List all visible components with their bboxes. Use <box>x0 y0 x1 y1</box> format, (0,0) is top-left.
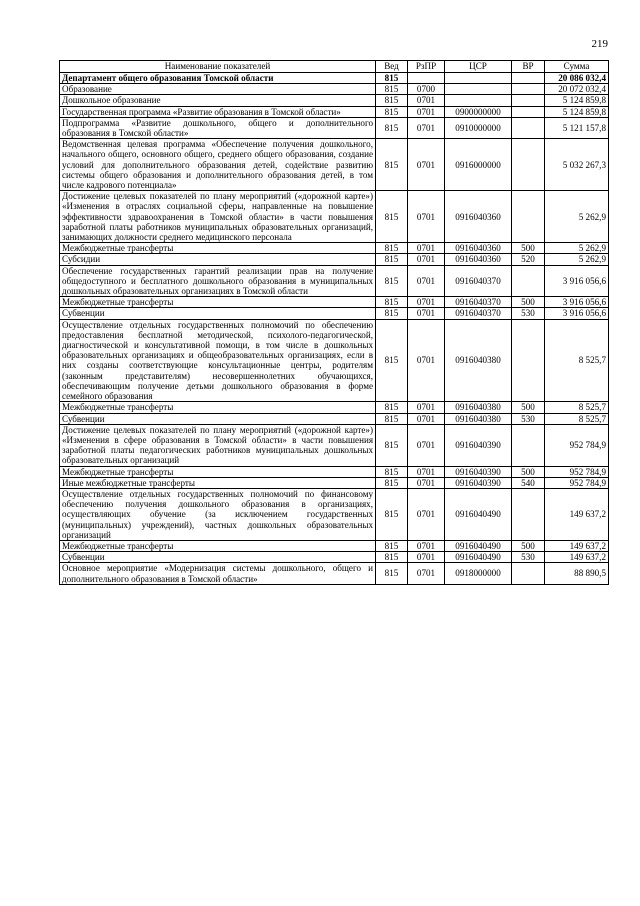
table-row <box>60 139 609 191</box>
cell-csr: 0916040380 <box>445 319 512 402</box>
table-row <box>60 265 609 297</box>
table-row <box>60 540 609 551</box>
table-body <box>60 73 609 585</box>
cell-sum: 149 637,2 <box>545 552 609 563</box>
cell-ved: 815 <box>376 413 408 424</box>
cell-vr: 540 <box>512 477 545 488</box>
cell-ved: 815 <box>376 424 408 466</box>
cell-name: Субсидии <box>60 254 376 265</box>
cell-ved: 815 <box>376 117 408 138</box>
cell-vr <box>512 319 545 402</box>
cell-csr: 0900000000 <box>445 106 512 117</box>
cell-name: Межбюджетные трансферты <box>60 466 376 477</box>
table-row <box>60 424 609 466</box>
cell-csr: 0910000000 <box>445 117 512 138</box>
table-row <box>60 308 609 319</box>
cell-vr: 500 <box>512 297 545 308</box>
cell-sum: 3 916 056,6 <box>545 308 609 319</box>
cell-rzpr: 0701 <box>408 488 445 540</box>
cell-ved: 815 <box>376 191 408 243</box>
cell-csr: 0916040360 <box>445 191 512 243</box>
cell-rzpr: 0701 <box>408 254 445 265</box>
cell-vr <box>512 73 545 84</box>
cell-ved: 815 <box>376 265 408 297</box>
cell-sum: 5 124 859,8 <box>545 95 609 106</box>
cell-ved: 815 <box>376 402 408 413</box>
cell-ved: 815 <box>376 84 408 95</box>
cell-csr: 0916040370 <box>445 265 512 297</box>
cell-rzpr: 0701 <box>408 117 445 138</box>
cell-sum: 20 086 032,4 <box>545 73 609 84</box>
cell-ved: 815 <box>376 552 408 563</box>
budget-table <box>59 60 609 585</box>
cell-name: Межбюджетные трансферты <box>60 540 376 551</box>
table-row <box>60 488 609 540</box>
cell-rzpr: 0701 <box>408 402 445 413</box>
cell-vr <box>512 106 545 117</box>
cell-sum: 20 072 032,4 <box>545 84 609 95</box>
cell-rzpr: 0701 <box>408 297 445 308</box>
table-row <box>60 106 609 117</box>
cell-sum: 5 121 157,8 <box>545 117 609 138</box>
cell-sum: 952 784,9 <box>545 424 609 466</box>
cell-csr: 0916000000 <box>445 139 512 191</box>
cell-name: Межбюджетные трансферты <box>60 243 376 254</box>
cell-sum: 952 784,9 <box>545 466 609 477</box>
table-row <box>60 413 609 424</box>
cell-csr: 0916040360 <box>445 254 512 265</box>
cell-ved: 815 <box>376 73 408 84</box>
cell-ved: 815 <box>376 488 408 540</box>
cell-csr: 0918000000 <box>445 563 512 584</box>
cell-name: Образование <box>60 84 376 95</box>
cell-csr: 0916040390 <box>445 477 512 488</box>
cell-rzpr: 0701 <box>408 265 445 297</box>
header-sum: Сумма <box>545 61 609 73</box>
cell-sum: 5 032 267,3 <box>545 139 609 191</box>
cell-vr <box>512 84 545 95</box>
cell-csr <box>445 95 512 106</box>
cell-sum: 8 525,7 <box>545 402 609 413</box>
cell-ved: 815 <box>376 297 408 308</box>
cell-ved: 815 <box>376 477 408 488</box>
cell-vr <box>512 95 545 106</box>
cell-vr: 500 <box>512 466 545 477</box>
cell-ved: 815 <box>376 139 408 191</box>
table-row <box>60 73 609 84</box>
cell-rzpr: 0701 <box>408 552 445 563</box>
cell-sum: 5 262,9 <box>545 243 609 254</box>
cell-rzpr: 0701 <box>408 308 445 319</box>
cell-rzpr: 0701 <box>408 243 445 254</box>
cell-vr: 530 <box>512 552 545 563</box>
page-number: 219 <box>591 38 608 50</box>
table-row <box>60 243 609 254</box>
cell-vr <box>512 563 545 584</box>
cell-rzpr: 0701 <box>408 139 445 191</box>
cell-sum: 88 890,5 <box>545 563 609 584</box>
cell-name: Основное мероприятие «Модернизация системы дошкольного, общего и дополнительного образования в Томской области» <box>60 563 376 584</box>
cell-sum: 149 637,2 <box>545 488 609 540</box>
cell-vr <box>512 424 545 466</box>
cell-name: Дошкольное образование <box>60 95 376 106</box>
cell-csr: 0916040370 <box>445 297 512 308</box>
table-row <box>60 84 609 95</box>
table-row <box>60 297 609 308</box>
cell-vr: 530 <box>512 413 545 424</box>
cell-vr <box>512 139 545 191</box>
cell-ved: 815 <box>376 254 408 265</box>
cell-vr <box>512 117 545 138</box>
cell-ved: 815 <box>376 540 408 551</box>
cell-ved: 815 <box>376 466 408 477</box>
table-row <box>60 95 609 106</box>
table-row <box>60 477 609 488</box>
cell-rzpr: 0701 <box>408 319 445 402</box>
cell-csr: 0916040490 <box>445 552 512 563</box>
cell-name: Субвенции <box>60 552 376 563</box>
header-rzpr: РзПР <box>408 61 445 73</box>
cell-vr <box>512 488 545 540</box>
cell-csr: 0916040380 <box>445 413 512 424</box>
header-csr: ЦСР <box>445 61 512 73</box>
cell-ved: 815 <box>376 95 408 106</box>
cell-name: Межбюджетные трансферты <box>60 402 376 413</box>
cell-name: Обеспечение государственных гарантий реализации прав на получение общедоступного и бесплатного дошкольного образования в муниципальных дошкольных образовательных организациях в Томской области <box>60 265 376 297</box>
table-row <box>60 552 609 563</box>
cell-vr: 500 <box>512 402 545 413</box>
cell-vr: 500 <box>512 243 545 254</box>
cell-vr: 520 <box>512 254 545 265</box>
header-name: Наименование показателей <box>60 61 376 73</box>
table-row <box>60 563 609 584</box>
cell-vr: 530 <box>512 308 545 319</box>
cell-name: Ведомственная целевая программа «Обеспечение получения дошкольного, начального общего, основного общего, среднего общего образования, создание условий для дополнительного образования детей, содействие развитию системы общего образования и дополнительного образования детей, в том числе кадрового потенциала» <box>60 139 376 191</box>
cell-sum: 5 262,9 <box>545 191 609 243</box>
cell-rzpr: 0701 <box>408 106 445 117</box>
cell-name: Департамент общего образования Томской области <box>60 73 376 84</box>
cell-rzpr: 0700 <box>408 84 445 95</box>
cell-rzpr: 0701 <box>408 563 445 584</box>
header-ved: Вед <box>376 61 408 73</box>
cell-ved: 815 <box>376 243 408 254</box>
cell-csr: 0916040370 <box>445 308 512 319</box>
cell-name: Государственная программа «Развитие образования в Томской области» <box>60 106 376 117</box>
cell-csr: 0916040360 <box>445 243 512 254</box>
cell-rzpr: 0701 <box>408 413 445 424</box>
cell-name: Подпрограмма «Развитие дошкольного, общего и дополнительного образования в Томской области» <box>60 117 376 138</box>
cell-name: Иные межбюджетные трансферты <box>60 477 376 488</box>
cell-sum: 5 262,9 <box>545 254 609 265</box>
table-row <box>60 117 609 138</box>
table-header-row <box>60 61 609 73</box>
table-row <box>60 254 609 265</box>
cell-rzpr: 0701 <box>408 466 445 477</box>
cell-sum: 3 916 056,6 <box>545 265 609 297</box>
cell-csr: 0916040380 <box>445 402 512 413</box>
cell-sum: 5 124 859,8 <box>545 106 609 117</box>
cell-csr: 0916040490 <box>445 488 512 540</box>
cell-sum: 149 637,2 <box>545 540 609 551</box>
cell-name: Достижение целевых показателей по плану мероприятий («дорожной карте») «Изменения в сфере образования в Томской области» в части повышения заработной платы педагогических работников муниципальных дошкольных образовательных организаций <box>60 424 376 466</box>
cell-vr: 500 <box>512 540 545 551</box>
cell-ved: 815 <box>376 319 408 402</box>
cell-csr: 0916040390 <box>445 466 512 477</box>
cell-rzpr: 0701 <box>408 477 445 488</box>
cell-csr <box>445 84 512 95</box>
cell-sum: 952 784,9 <box>545 477 609 488</box>
cell-vr <box>512 265 545 297</box>
cell-rzpr: 0701 <box>408 95 445 106</box>
cell-rzpr: 0701 <box>408 424 445 466</box>
cell-name: Осуществление отдельных государственных полномочий по финансовому обеспечению получения дошкольного образования в организациях, осуществляющих обучение (за исключением государственных (муниципальных) учреждений), частных дошкольных образовательных организаций <box>60 488 376 540</box>
cell-sum: 3 916 056,6 <box>545 297 609 308</box>
cell-ved: 815 <box>376 308 408 319</box>
cell-vr <box>512 191 545 243</box>
cell-ved: 815 <box>376 563 408 584</box>
table-row <box>60 466 609 477</box>
cell-sum: 8 525,7 <box>545 319 609 402</box>
table-row <box>60 191 609 243</box>
cell-name: Осуществление отдельных государственных полномочий по обеспечению предоставления бесплатной методической, психолого-педагогической, диагностической и консультативной помощи, в том числе в дошкольных образовательных организациях и общеобразовательных организациях, если в них созданы соответствующие консультационные центры, родителям (законным представителям) несовершеннолетних обучающихся, обеспечивающим получение детьми дошкольного образования в форме семейного образования <box>60 319 376 402</box>
cell-ved: 815 <box>376 106 408 117</box>
cell-csr <box>445 73 512 84</box>
cell-sum: 8 525,7 <box>545 413 609 424</box>
cell-rzpr: 0701 <box>408 540 445 551</box>
cell-rzpr: 0701 <box>408 191 445 243</box>
cell-name: Субвенции <box>60 308 376 319</box>
cell-name: Субвенции <box>60 413 376 424</box>
header-vr: ВР <box>512 61 545 73</box>
cell-csr: 0916040390 <box>445 424 512 466</box>
cell-name: Достижение целевых показателей по плану мероприятий («дорожной карте») «Изменения в отраслях социальной сферы, направленные на повышение эффективности здравоохранения в Томской области» в части повышения заработной платы работников муниципальных образовательных организаций, занимающих должности среднего медицинского персонала <box>60 191 376 243</box>
cell-rzpr <box>408 73 445 84</box>
table-row <box>60 319 609 402</box>
table-row <box>60 402 609 413</box>
cell-name: Межбюджетные трансферты <box>60 297 376 308</box>
cell-csr: 0916040490 <box>445 540 512 551</box>
